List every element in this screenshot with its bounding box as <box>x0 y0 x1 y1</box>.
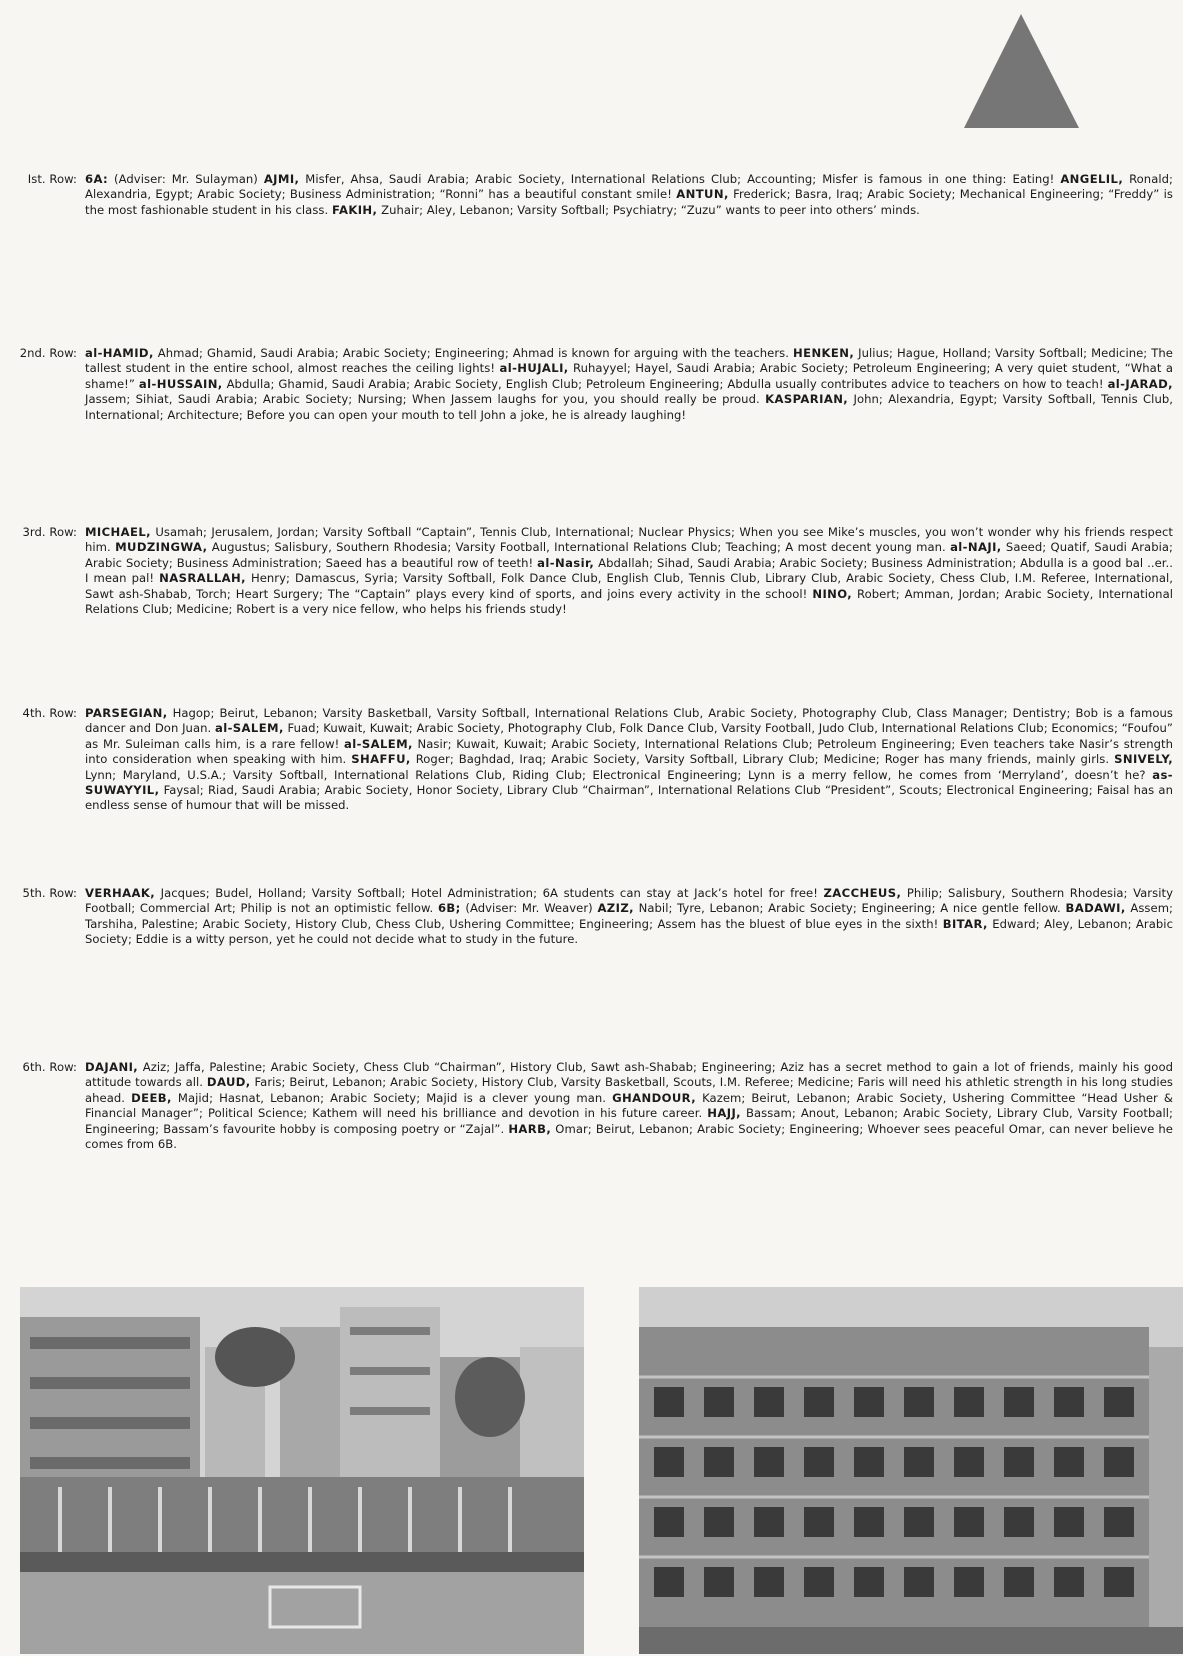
student-details: John; Alexandria, Egypt; Varsity Softball, Tennis Club, International; Architecture; Before you can open your mouth to tell John a joke, he is already laughing! <box>85 392 1173 422</box>
student-details: Edward; Aley, Lebanon; Arabic Society; Eddie is a witty person, yet he could not decide what to study in the future. <box>85 916 1173 947</box>
student-details: Nasir; Kuwait, Kuwait; Arabic Society, International Relations Club; Petroleum Engineering; Even teachers take Nasir’s strength into consideration when speaking with him. <box>85 736 1173 767</box>
student-name: ANTUN, <box>676 187 729 202</box>
student-name: al-JARAD, <box>1107 376 1173 391</box>
student-name: PARSEGIAN, <box>85 706 168 720</box>
caption-row-4 <box>8 706 1173 814</box>
student-name: al-NAJI, <box>950 540 1002 555</box>
row-label: 6th. Row: <box>22 1060 77 1074</box>
caption-row-1 <box>8 172 1173 218</box>
student-name: ANGELIL, <box>1060 172 1124 186</box>
student-details: Lynn; Maryland, U.S.A.; Varsity Softball, International Relations Club, Riding Club; Electronical Engineering; Lynn is a merry fellow, he comes from ‘Merryland’, doesn’t he? <box>85 767 1153 782</box>
student-name: DEEB, <box>131 1090 172 1105</box>
student-details: Majid; Hasnat, Lebanon; Arabic Society; Majid is a clever young man. <box>171 1090 613 1105</box>
student-details: Henry; Damascus, Syria; Varsity Softball, Folk Dance Club, English Club, Tennis Club, Library Club, Arabic Society, Chess Club, I.M. Referee, International, Sawt ash-Shabab, Torch; Heart Surgery; The “Captain” plays every kind of sports, and joins every activity in the school! <box>85 571 1173 601</box>
student-details: Bassam; Anout, Lebanon; Arabic Society, Library Club, Varsity Football; Engineering; Bassam’s favourite hobby is composing poetry or “Zajal”. <box>85 1106 1174 1136</box>
caption-row-6 <box>8 1060 1173 1152</box>
photo-building-under-construction <box>639 1287 1183 1654</box>
student-details: Abdulla; Ghamid, Saudi Arabia; Arabic Society, English Club; Petroleum Engineering; Abdulla usually contributes advice to teachers on how to teach! <box>222 376 1108 391</box>
student-name: NINO, <box>812 586 853 601</box>
row-label: 4th. Row: <box>22 706 77 720</box>
row-label: 2nd. Row: <box>19 346 77 360</box>
student-details: Usamah; Jerusalem, Jordan; Varsity Softball “Captain”, Tennis Club, International; Nuclear Physics; When you see Mike’s muscles, you won’t wonder why his friends respect him. <box>85 525 1173 555</box>
student-name: as-SUWAYYIL, <box>85 767 1173 798</box>
student-details: Abdallah; Sihad, Saudi Arabia; Arabic Society; Business Administration; Abdulla is a good bal ..er.. I mean pal! <box>85 555 1173 586</box>
student-details: Nabil; Tyre, Lebanon; Arabic Society; Engineering; A nice gentle fellow. <box>633 901 1066 916</box>
student-details: Frederick; Basra, Iraq; Arabic Society; Mechanical Engineering; “Freddy” is the most fashionable student in his class. <box>85 187 1173 217</box>
student-name: GHANDOUR, <box>612 1090 697 1105</box>
student-name: AZIZ, <box>597 901 634 916</box>
student-details: Jassem; Sihiat, Saudi Arabia; Arabic Society; Nursing; When Jassem laughs for you, you should really be proud. <box>85 392 766 407</box>
student-details: Ruhayyel; Hayel, Saudi Arabia; Arabic Society; Petroleum Engineering; A very quiet student, “What a shame!” <box>85 361 1173 391</box>
student-details: (Adviser: Mr. Sulayman) <box>108 172 264 186</box>
student-name: HENKEN, <box>793 346 855 360</box>
student-name: AJMI, <box>263 172 300 186</box>
student-name: DAUD, <box>206 1075 251 1090</box>
student-name: al-HUJALI, <box>499 361 569 376</box>
caption-row-2 <box>8 346 1173 423</box>
student-details: Augustus; Salisbury, Southern Rhodesia; Varsity Football, International Relations Club; Teaching; A most decent young man. <box>207 540 951 555</box>
student-details: (Adviser: Mr. Weaver) <box>460 901 598 916</box>
student-details: Philip; Salisbury, Southern Rhodesia; Varsity Football; Commercial Art; Philip is not an optimistic fellow. <box>85 886 1173 916</box>
row-label: Ist. Row: <box>27 172 77 186</box>
student-name: al-SALEM, <box>215 721 284 736</box>
row-label: 5th. Row: <box>22 886 77 900</box>
row-text <box>85 706 1173 814</box>
student-name: KASPARIAN, <box>765 392 849 407</box>
student-name: 6A: <box>85 172 109 186</box>
student-details: Julius; Hague, Holland; Varsity Softball; Medicine; The tallest student in the entire school, almost reaches the ceiling lights! <box>85 346 1173 376</box>
student-details: Omar; Beirut, Lebanon; Arabic Society; Engineering; Whoever sees peaceful Omar, can never believe he comes from 6B. <box>85 1121 1173 1152</box>
student-name: MUDZINGWA, <box>115 540 208 555</box>
row-label: 3rd. Row: <box>22 525 77 539</box>
student-details: Robert; Amman, Jordan; Arabic Society, International Relations Club; Medicine; Robert is a very nice fellow, who helps his friends study! <box>85 586 1173 617</box>
student-details: Roger; Baghdad, Iraq; Arabic Society, Varsity Softball, Library Club; Medicine; Roger has many friends, mainly girls. <box>410 752 1115 767</box>
student-name: FAKIH, <box>331 202 378 217</box>
photo-construction-site-city <box>20 1287 584 1654</box>
student-name: al-HAMID, <box>85 346 154 360</box>
student-details: Hagop; Beirut, Lebanon; Varsity Basketball, Varsity Softball, International Relations Club, Arabic Society, Photography Club, Class Manager; Dentistry; Bob is a famous dancer and Don Juan. <box>85 706 1173 736</box>
student-name: al-SALEM, <box>344 736 413 751</box>
row-text <box>85 1060 1173 1152</box>
student-name: MICHAEL, <box>85 525 151 539</box>
row-text <box>85 886 1173 948</box>
student-details: Assem; Tarshiha, Palestine; Arabic Society, History Club, Chess Club, Ushering Committee; Engineering; Assem has the bluest of blue eyes in the sixth! <box>85 901 1174 931</box>
caption-row-3 <box>8 525 1173 617</box>
student-details: Ronald; Alexandria, Egypt; Arabic Society; Business Administration; “Ronni” has a beautiful constant smile! <box>85 172 1173 202</box>
student-details: Faysal; Riad, Saudi Arabia; Arabic Society, Honor Society, Library Club “Chairman”, International Relations Club “President”, Scouts; Electronical Engineering; Faisal has an endless sense of humour that will be missed. <box>85 783 1173 813</box>
row-text <box>85 346 1173 423</box>
student-name: al-Nasir, <box>537 555 595 570</box>
student-details: Saeed; Quatif, Saudi Arabia; Arabic Society; Business Administration; Saeed has a beautiful row of teeth! <box>85 540 1173 570</box>
student-name: BADAWI, <box>1065 901 1126 916</box>
student-name: VERHAAK, <box>85 886 156 900</box>
student-details: Fuad; Kuwait, Kuwait; Arabic Society, Photography Club, Folk Dance Club, Varsity Football, Judo Club, International Relations Club; Economics; “Foufou” as Mr. Suleiman calls him, is a rare fellow! <box>85 721 1173 751</box>
caption-row-5 <box>8 886 1173 948</box>
row-text <box>85 172 1173 218</box>
student-name: HARB, <box>508 1121 552 1136</box>
student-details: Zuhair; Aley, Lebanon; Varsity Softball; Psychiatry; “Zuzu” wants to peer into others’ minds. <box>377 202 920 217</box>
student-details: Jacques; Budel, Holland; Varsity Softball; Hotel Administration; 6A students can stay at Jack’s hotel for free! <box>155 886 824 900</box>
student-name: SHAFFU, <box>351 752 411 767</box>
row-text <box>85 525 1173 617</box>
student-name: 6B; <box>437 901 461 916</box>
student-details: Kazem; Beirut, Lebanon; Arabic Society, Ushering Committee “Head Usher & Financial Manager”; Political Science; Kathem will need his brilliance and devotion in his future career. <box>85 1090 1173 1121</box>
student-name: DAJANI, <box>85 1060 139 1074</box>
student-details: Misfer, Ahsa, Saudi Arabia; Arabic Society, International Relations Club; Accounting; Misfer is famous in one thing: Eating! <box>299 172 1061 186</box>
student-name: ZACCHEUS, <box>823 886 902 900</box>
student-name: BITAR, <box>942 916 988 931</box>
student-name: HAJJ, <box>707 1106 741 1121</box>
triangle-emblem-icon <box>964 14 1079 128</box>
student-name: SNIVELY, <box>1114 752 1174 767</box>
student-name: NASRALLAH, <box>159 571 246 586</box>
student-name: al-HUSSAIN, <box>138 376 223 391</box>
student-details: Ahmad; Ghamid, Saudi Arabia; Arabic Society; Engineering; Ahmad is known for arguing with the teachers. <box>153 346 794 360</box>
student-details: Faris; Beirut, Lebanon; Arabic Society, History Club, Varsity Basketball, Scouts, I.M. Referee; Medicine; Faris will need his athletic strength in his long studies ahead. <box>85 1075 1173 1105</box>
student-details: Aziz; Jaffa, Palestine; Arabic Society, Chess Club “Chairman”, History Club, Sawt ash-Shabab; Engineering; Aziz has a secret method to gain a lot of friends, mainly his good attitude towards all. <box>85 1060 1173 1090</box>
